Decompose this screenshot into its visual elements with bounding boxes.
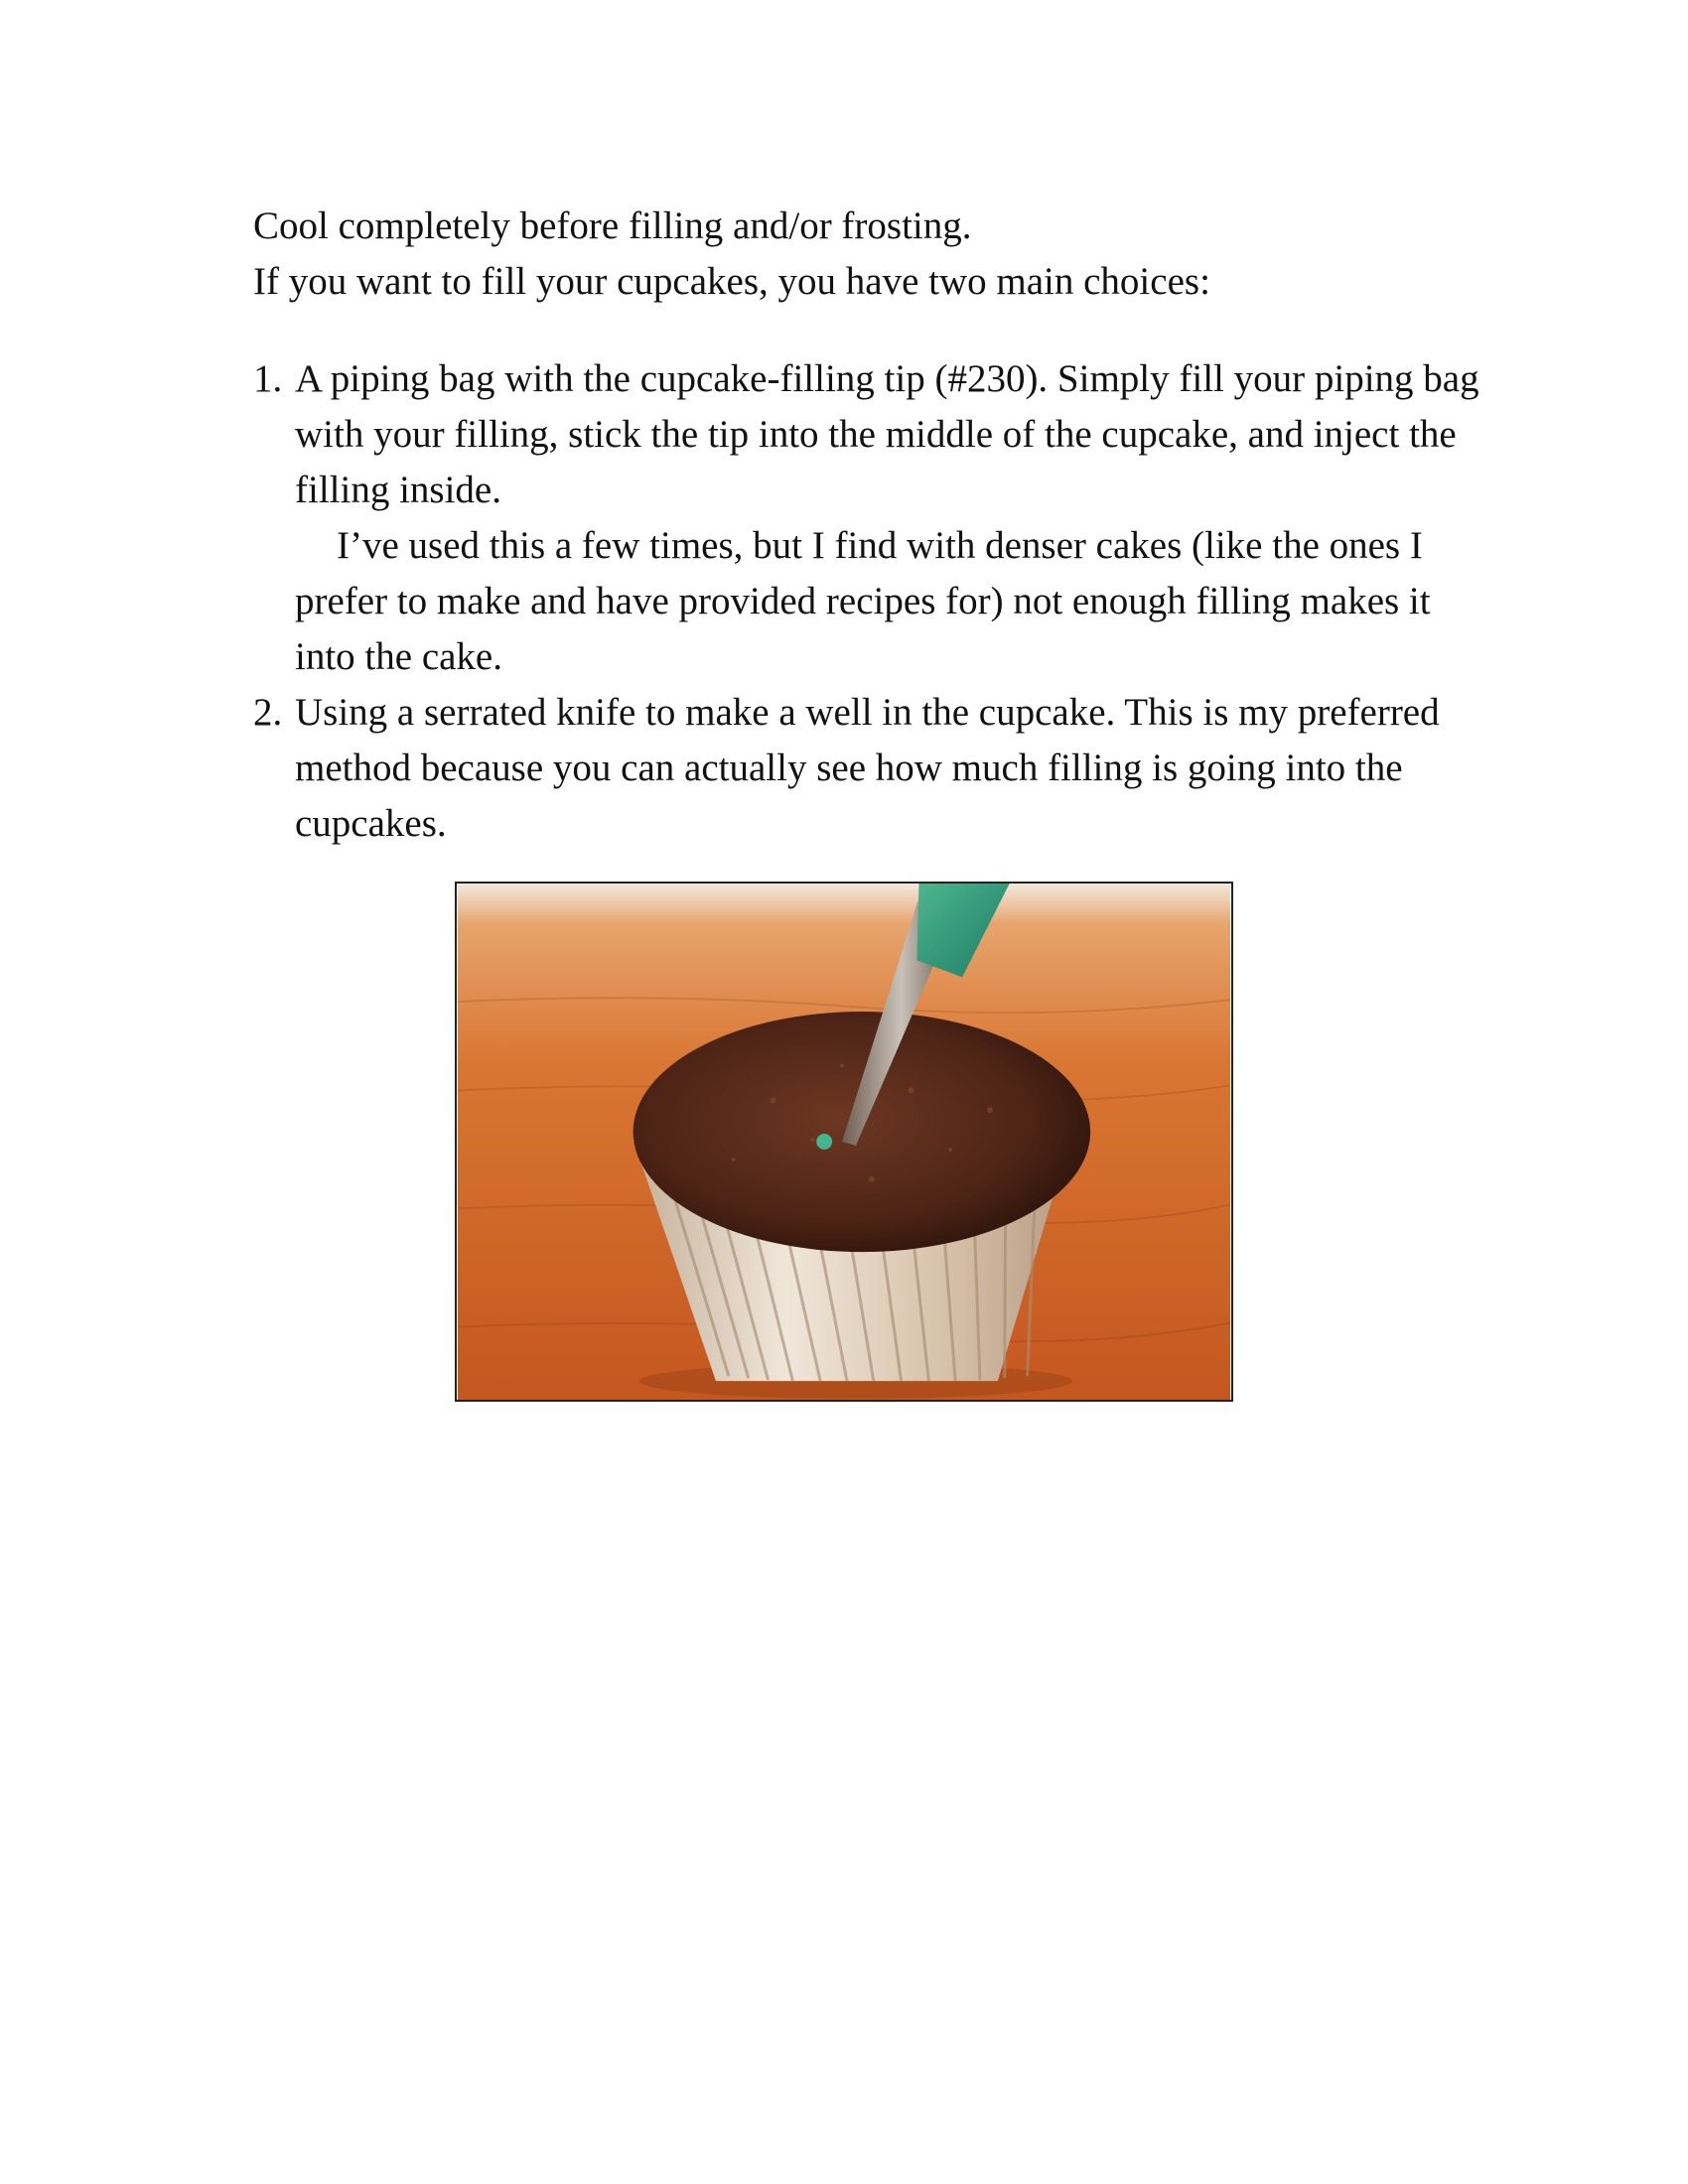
list-item	[253, 685, 1494, 852]
list-item-note: I’ve used this a few times, but I find with denser cakes (like the ones I prefer to make and have provided recipes for) not enough filling makes it into the cake.	[295, 524, 1431, 678]
filling-dot	[816, 1134, 832, 1150]
list-item	[253, 351, 1494, 685]
intro-line-1: Cool completely before filling and/or frosting.	[253, 205, 972, 247]
cupcake-illustration	[457, 884, 1231, 1400]
numbered-list	[253, 351, 1494, 852]
cupcake-photo	[455, 882, 1233, 1402]
list-item-number: 1.	[253, 357, 283, 400]
list-item-text: Using a serrated knife to make a well in the cupcake. This is my preferred method because you can actually see how much filling is going into the cupcakes.	[295, 691, 1440, 845]
intro-line-2: If you want to fill your cupcakes, you have two main choices:	[253, 260, 1210, 303]
list-item-number: 2.	[253, 691, 283, 734]
list-item-text: A piping bag with the cupcake-filling tip (#230). Simply fill your piping bag with your filling, stick the tip into the middle of the cupcake, and inject the filling inside.	[295, 357, 1479, 511]
